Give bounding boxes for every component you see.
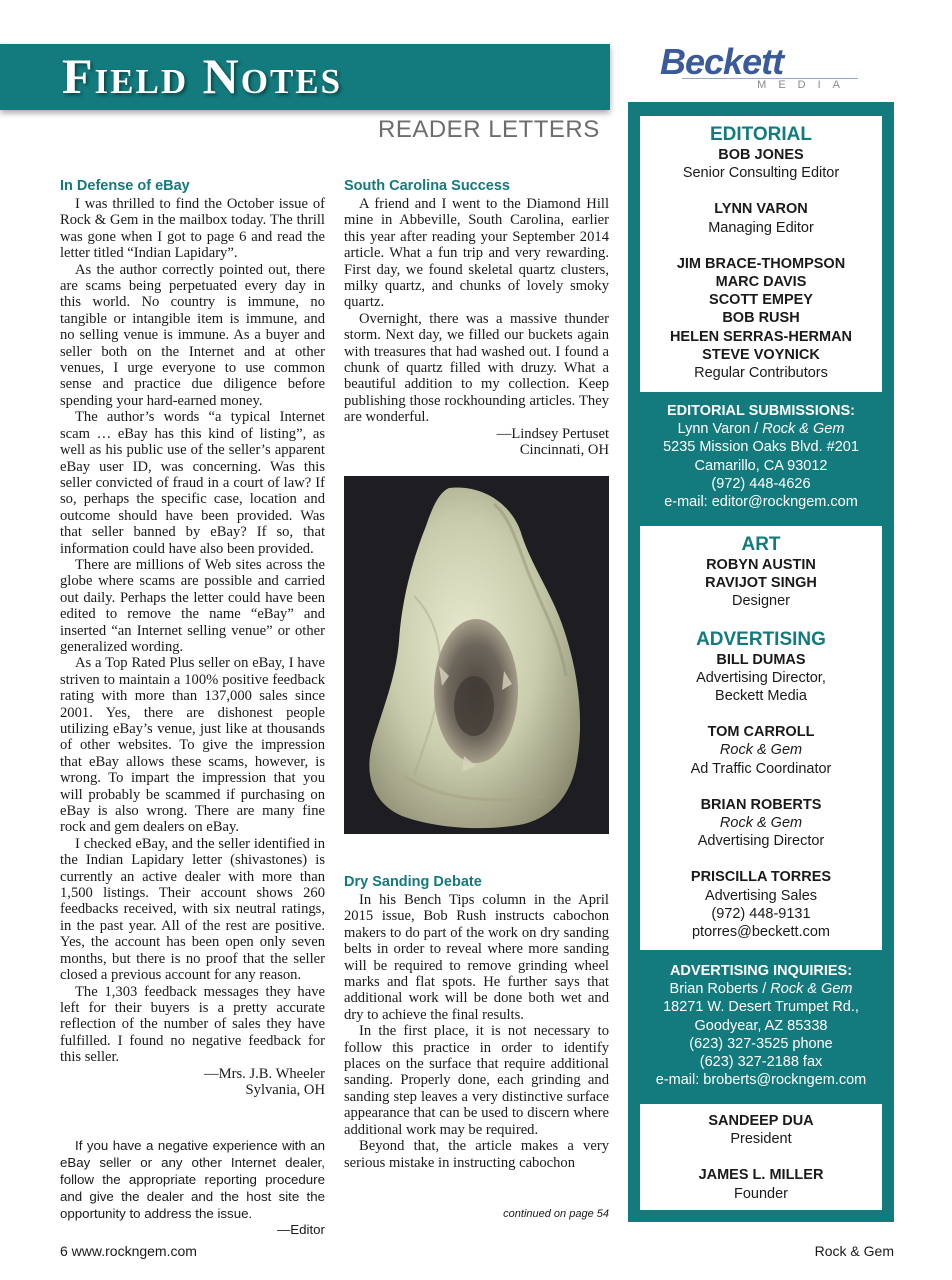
quartz-specimen-illustration xyxy=(344,476,609,834)
editor-note: If you have a negative experience with an eBay seller or any other Internet dealer, follow the appropriate reporting procedure and give the dealer and the host site the opportunity to address the issue. xyxy=(60,1138,325,1221)
email-link[interactable]: e-mail: editor@rockngem.com xyxy=(664,494,858,511)
staff-role: Designer xyxy=(731,593,791,610)
letter-paragraph: In his Bench Tips column in the April 2015 issue, Bob Rush instructs cabochon makers to do part of the work on dry sanding belts in order to reveal where more sanding will be required to remove grinding wheel marks and flat spots. He further says that additional work will be done both wet and dry to achieve the final results. xyxy=(344,892,609,1023)
letter-signature-place: Sylvania, OH xyxy=(245,1081,325,1098)
editor-signature: —Editor xyxy=(276,1222,325,1238)
fax-line: (623) 327-2188 fax xyxy=(699,1054,823,1071)
letter-paragraph: Overnight, there was a massive thunder storm. Next day, we filled our buckets again with treasures that had washed out. I found a chunk of quartz filled with druzy. What a beautiful addition to my collection. Keep publishing those rockhounding articles. They are wonderful. xyxy=(344,310,609,426)
letter-signature-name: —Lindsey Pertuset xyxy=(496,425,609,442)
staff-role: Advertising Director xyxy=(697,833,825,850)
staff-name: SCOTT EMPEY xyxy=(709,292,813,309)
letter-signature-name: —Mrs. J.B. Wheeler xyxy=(204,1065,325,1082)
email-link[interactable]: ptorres@beckett.com xyxy=(691,924,831,941)
phone-line: (623) 327-3525 phone xyxy=(689,1035,833,1052)
letter-paragraph: I checked eBay, and the seller identified in the Indian Lapidary letter (shivastones) is currently an active dealer with more than 1,500 listings. Their account shows 260 feedbacks received, with six neutral ratings, in the past year. All of the rest are positive. Yes, the account has been open only seven months, but there is no proof that the seller closed a previous account for any reason. xyxy=(60,835,325,984)
staff-name: BRIAN ROBERTS xyxy=(700,796,822,813)
staff-name: ROBYN AUSTIN xyxy=(706,557,816,573)
logo-wordmark: Beckett xyxy=(660,41,784,82)
masthead xyxy=(628,102,894,1222)
letter-paragraph: Beyond that, the article makes a very serious mistake in instructing cabochon xyxy=(344,1138,609,1171)
staff-role: Beckett Media xyxy=(715,688,807,705)
editorial-heading: EDITORIAL xyxy=(709,124,813,145)
letter-title-south-carolina: South Carolina Success xyxy=(344,178,510,194)
masthead-editorial-block xyxy=(640,116,882,392)
quartz-specimen-photo xyxy=(344,476,609,834)
email-link[interactable]: e-mail: broberts@rockngem.com xyxy=(655,1072,867,1089)
staff-name: MARC DAVIS xyxy=(715,274,807,291)
staff-role: Regular Contributors xyxy=(694,365,828,382)
staff-name: BILL DUMAS xyxy=(716,651,806,668)
masthead-art-advertising-block xyxy=(640,526,882,950)
masthead-inquiries-block xyxy=(628,962,894,1089)
letter-paragraph: I was thrilled to find the October issue of Rock & Gem in the mailbox today. The thrill was gone when I got to page 6 and read the letter titled “Indian Lapidary”. xyxy=(60,196,325,262)
letter-paragraph: In the first place, it is not necessary to follow this practice in order to identify places on the surface that require additional sanding. Properly done, each grinding and sanding step leaves a very distinctive surface appearance that can be used to discern where additional work may be required. xyxy=(344,1023,609,1138)
page-title: Field Notes xyxy=(62,48,343,104)
address-line: 18271 W. Desert Trumpet Rd., xyxy=(663,999,859,1016)
masthead-submissions-block xyxy=(628,402,894,511)
staff-role: Advertising Sales xyxy=(704,887,818,904)
letter-title-ebay: In Defense of eBay xyxy=(60,178,190,194)
address-line: Camarillo, CA 93012 xyxy=(694,457,828,474)
submissions-contact: Lynn Varon / Rock & Gem xyxy=(677,421,845,438)
staff-name: JAMES L. MILLER xyxy=(698,1167,824,1184)
phone-line: (972) 448-4626 xyxy=(711,475,811,492)
letter-title-dry-sanding: Dry Sanding Debate xyxy=(344,874,482,890)
letter-signature-place: Cincinnati, OH xyxy=(519,442,609,459)
staff-role: Advertising Director, xyxy=(696,669,826,686)
column-middle xyxy=(344,178,609,459)
column-left xyxy=(60,178,325,1239)
continued-note: continued on page 54 xyxy=(503,1208,609,1220)
staff-role: Senior Consulting Editor xyxy=(682,165,840,182)
footer-publication: Rock & Gem xyxy=(814,1243,894,1259)
letter-paragraph: There are millions of Web sites across the globe where scams are possible and carried out daily. Perhaps the letter could have been edited to remove the name “eBay” and inserted “an Internet selling venue” or other generalized wording. xyxy=(60,556,325,655)
field-notes-banner xyxy=(0,44,610,110)
letter-paragraph: As a Top Rated Plus seller on eBay, I have striven to maintain a 100% positive feedback rating with more than 137,000 sales since 2001. Yes, there are dishonest people utilizing eBay’s venue, just like at thousands of other websites. To give the impression that eBay allows these scams, however, is wrong. To impart the impression that you will probably be scammed if purchasing on eBay is also wrong. There are many fine rock and gem dealers on eBay. xyxy=(60,655,325,836)
letter-paragraph: The author’s words “a typical Internet scam … eBay has this kind of listing”, as well as his public use of the seller’s apparent eBay user ID, was concerning. Was this seller convicted of fraud in a court of law? If so, perhaps the specific case, location and outcome should have been provided. Was that seller banned by eBay? If so, that information could have also been provided. xyxy=(60,409,325,557)
staff-name: RAVIJOT SINGH xyxy=(705,575,817,592)
inquiries-heading: ADVERTISING INQUIRIES: xyxy=(669,963,853,979)
advertising-heading: ADVERTISING xyxy=(696,628,826,650)
staff-role: President xyxy=(730,1131,792,1148)
inquiries-contact: Brian Roberts / Rock & Gem xyxy=(669,981,853,998)
column-middle-lower xyxy=(344,874,609,1171)
letter-paragraph: A friend and I went to the Diamond Hill mine in Abbeville, South Carolina, earlier this year after reading your September 2014 article. What a fun trip and very rewarding. First day, we found skeletal quartz clusters, milky quartz, and chunks of lovely smoky quartz. xyxy=(344,196,609,311)
staff-name: LYNN VARON xyxy=(714,201,808,218)
address-line: Goodyear, AZ 85338 xyxy=(694,1017,828,1034)
staff-name: JIM BRACE-THOMPSON xyxy=(676,255,846,272)
staff-name: PRISCILLA TORRES xyxy=(690,869,832,886)
staff-name: BOB RUSH xyxy=(722,310,800,327)
submissions-heading: EDITORIAL SUBMISSIONS: xyxy=(667,403,855,419)
letter-paragraph: The 1,303 feedback messages they have left for their buyers is a pretty accurate reflection of the number of sales they have fulfilled. I found no negative feedback for this seller. xyxy=(60,983,325,1066)
staff-publication: Rock & Gem xyxy=(719,815,803,832)
section-label: READER LETTERS xyxy=(378,116,600,143)
staff-name: STEVE VOYNICK xyxy=(702,346,820,363)
phone-line: (972) 448-9131 xyxy=(711,905,811,922)
masthead-executives-block xyxy=(640,1104,882,1210)
staff-publication: Rock & Gem xyxy=(719,742,803,759)
beckett-logo xyxy=(660,41,860,92)
staff-name: TOM CARROLL xyxy=(707,724,815,741)
footer-page-url: 6 www.rockngem.com xyxy=(60,1243,197,1259)
staff-name: BOB JONES xyxy=(718,147,804,163)
staff-name: SANDEEP DUA xyxy=(708,1113,814,1129)
letter-paragraph: As the author correctly pointed out, there are scams being perpetuated every day in this world. No country is immune, no tangible or intangible item is immune, and no selling venue is immune. As a buyer and seller both on the Internet and at other venues, I urge everyone to use common sense and practice due diligence before spending your hard-earned money. xyxy=(60,261,325,409)
address-line: 5235 Mission Oaks Blvd. #201 xyxy=(663,439,859,456)
staff-role: Ad Traffic Coordinator xyxy=(690,760,832,777)
staff-name: HELEN SERRAS-HERMAN xyxy=(669,328,853,345)
staff-role: Managing Editor xyxy=(708,219,814,236)
art-heading: ART xyxy=(741,534,781,555)
staff-role: Founder xyxy=(733,1185,788,1202)
logo-subtitle: MEDIA xyxy=(682,78,858,91)
